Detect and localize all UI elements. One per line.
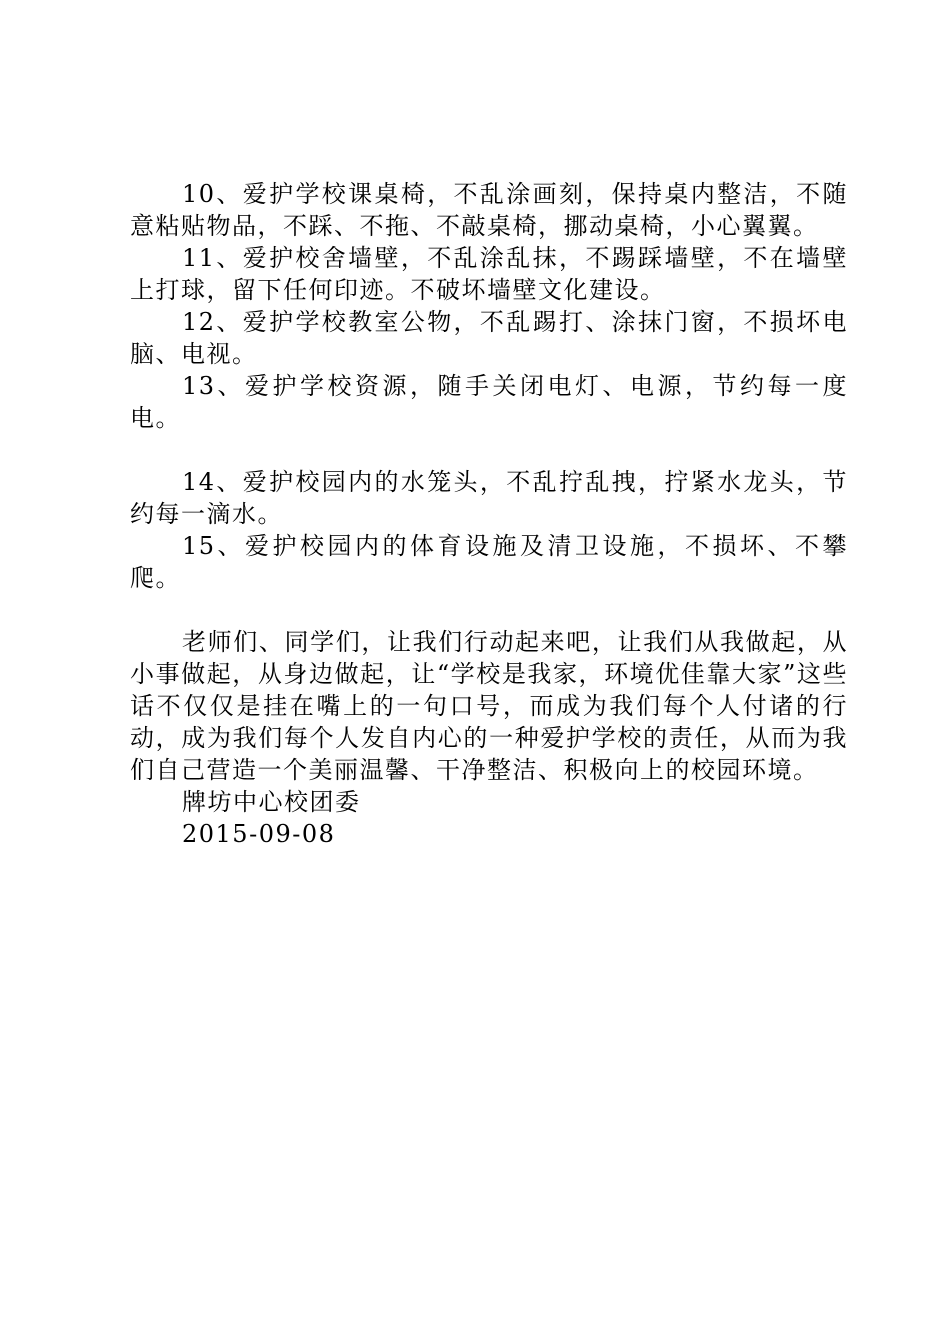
document-body (130, 178, 848, 850)
closing-paragraph: 老师们、同学们，让我们行动起来吧，让我们从我做起，从小事做起，从身边做起，让“学校是我家，环境优佳靠大家”这些话不仅仅是挂在嘴上的一句口号，而成为我们每个人付诸的行动，成为我们每个人发自内心的一种爱护学校的责任，从而为我们自己营造一个美丽温馨、干净整洁、积极向上的校园环境。 (130, 628, 848, 784)
paragraph-gap (130, 434, 848, 466)
document-date: 2015-09-08 (182, 820, 336, 848)
rule-item-11: 11、爱护校舍墙壁，不乱涂乱抹，不踢踩墙壁，不在墙壁上打球，留下任何印迹。不破坏墙壁文化建设。 (130, 244, 848, 304)
rule-item-10: 10、爱护学校课桌椅，不乱涂画刻，保持桌内整洁，不随意粘贴物品，不踩、不拖、不敲桌椅，挪动桌椅，小心翼翼。 (130, 180, 848, 240)
signature: 牌坊中心校团委 (182, 788, 361, 816)
rule-item-14: 14、爱护校园内的水笼头，不乱拧乱拽，拧紧水龙头，节约每一滴水。 (130, 468, 848, 528)
paragraph-gap (130, 594, 848, 626)
rule-item-15: 15、爱护校园内的体育设施及清卫设施，不损坏、不攀爬。 (130, 532, 848, 592)
rule-item-13: 13、爱护学校资源，随手关闭电灯、电源，节约每一度电。 (130, 372, 848, 432)
rule-item-12: 12、爱护学校教室公物，不乱踢打、涂抹门窗，不损坏电脑、电视。 (130, 308, 848, 368)
